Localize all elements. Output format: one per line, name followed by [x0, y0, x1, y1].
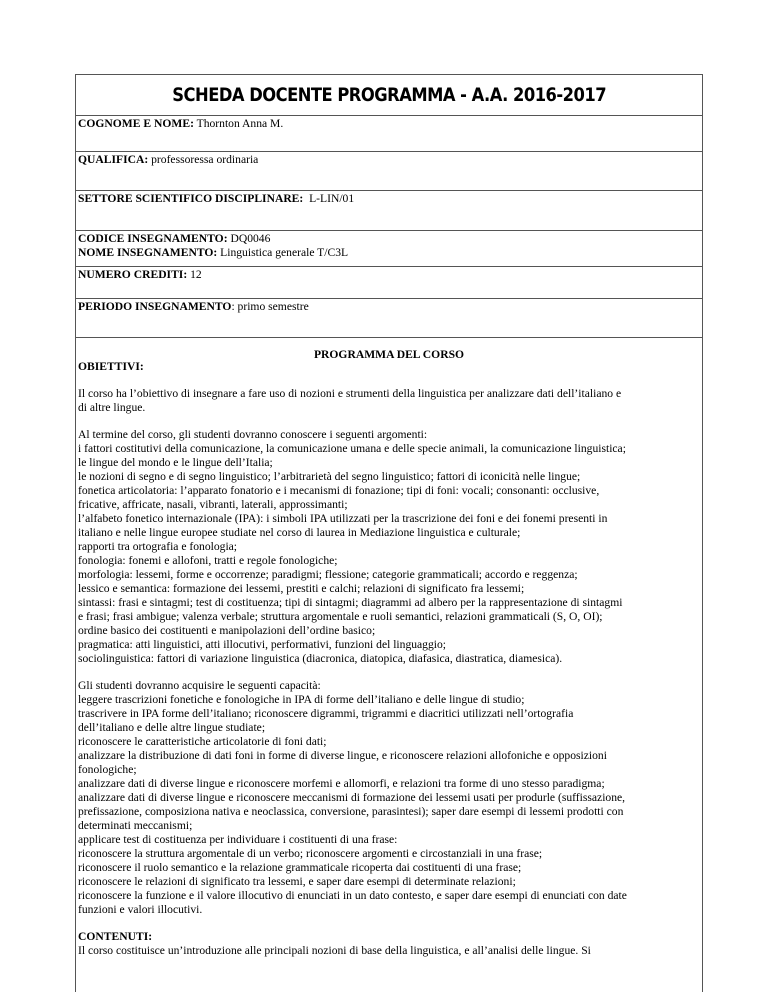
- text-line: le nozioni di segno e di segno linguistico; l’arbitrarietà del segno linguistico; fattori di iconicità nelle lingue;: [78, 470, 581, 483]
- text-line: fonologiche;: [78, 763, 137, 776]
- text-line: riconoscere il ruolo semantico e la relazione grammaticale ricoperta dai costituenti di una frase;: [78, 861, 522, 874]
- text-line: riconoscere le caratteristiche articolatorie di foni dati;: [78, 735, 327, 748]
- text-line: determinati meccanismi;: [78, 819, 193, 832]
- settore-label: SETTORE SCIENTIFICO DISCIPLINARE:: [78, 192, 304, 205]
- codice-value: DQ0046: [227, 232, 271, 245]
- text-line: funzioni e valori illocutivi.: [78, 903, 203, 916]
- obiettivi-paragraph-1: [78, 387, 700, 415]
- text-line: leggere trascrizioni fonetiche e fonologiche in IPA di forme dell’italiano e delle lingue di studio;: [78, 693, 525, 706]
- page-title: SCHEDA DOCENTE PROGRAMMA - A.A. 2016-2017: [172, 84, 606, 106]
- obiettivi-title: OBIETTIVI:: [78, 360, 144, 373]
- text-line: fonetica articolatoria: l’apparato fonatorio e i mecanismi di fonazione; tipi di foni: vocali; consonanti: occlusive,: [78, 484, 600, 497]
- text-line: sintassi: frasi e sintagmi; test di costituenza; tipi di sintagmi; diagrammi ad albero per la rappresentazione di sintagmi: [78, 596, 623, 609]
- field-settore: [75, 190, 703, 230]
- cognome-value: Thornton Anna M.: [193, 117, 284, 130]
- text-line: rapporti tra ortografia e fonologia;: [78, 540, 238, 553]
- text-line: i fattori costitutivi della comunicazione, la comunicazione umana e delle specie animali, la comunicazione linguistica;: [78, 442, 626, 455]
- text-line: riconoscere le relazioni di significato tra lessemi, e saper dare esempi di determinate relazioni;: [78, 875, 516, 888]
- field-crediti: [75, 266, 703, 298]
- text-line: applicare test di costituenza per individuare i costituenti di una frase:: [78, 833, 398, 846]
- crediti-value: 12: [187, 268, 202, 281]
- nome-value: Linguistica generale T/C3L: [217, 246, 349, 259]
- text-line: trascrivere in IPA forme dell’italiano; riconoscere digrammi, trigrammi e diacritici utilizzati nell’ortografia: [78, 707, 574, 720]
- text-line: Al termine del corso, gli studenti dovranno conoscere i seguenti argomenti:: [78, 428, 428, 441]
- text-line: sociolinguistica: fattori di variazione linguistica (diacronica, diatopica, diafasica, diastratica, diamesica).: [78, 652, 563, 665]
- text-line: riconoscere la struttura argomentale di un verbo; riconoscere argomenti e circostanziali in una frase;: [78, 847, 543, 860]
- text-line: ordine basico dei costituenti e manipolazioni dell’ordine basico;: [78, 624, 376, 637]
- text-line: italiano e nelle lingue europee studiate nel corso di laurea in Mediazione linguistica e culturale;: [78, 526, 521, 539]
- codice-label: CODICE INSEGNAMENTO:: [78, 232, 228, 245]
- crediti-label: NUMERO CREDITI:: [78, 268, 188, 281]
- text-line: dell’italiano e delle altre lingue studiate;: [78, 721, 266, 734]
- text-line: Il corso costituisce un’introduzione alle principali nozioni di base della linguistica, e all’analisi delle lingue. Si: [78, 944, 591, 957]
- text-line: analizzare dati di diverse lingue e riconoscere meccanismi di formazione dei lessemi usati per produrle (suffissazione,: [78, 791, 626, 804]
- periodo-label: PERIODO INSEGNAMENTO: [78, 300, 232, 313]
- text-line: prefissazione, composiziona nativa e neoclassica, conversione, parasintesi); saper dare esempi di lessemi prodotti con: [78, 805, 624, 818]
- header-box: [75, 74, 703, 115]
- periodo-value: : primo semestre: [231, 300, 309, 313]
- text-line: riconoscere la funzione e il valore illocutivo di enunciati in un dato contesto, e saper dare esempi di enunciati con date: [78, 889, 627, 902]
- text-line: Gli studenti dovranno acquisire le seguenti capacità:: [78, 679, 321, 692]
- text-line: di altre lingue.: [78, 401, 146, 414]
- text-line: pragmatica: atti linguistici, atti illocutivi, performativi, funzioni del linguaggio;: [78, 638, 447, 651]
- text-line: analizzare dati di diverse lingue e riconoscere morfemi e allomorfi, e relazioni tra forme di uno stesso paradigma;: [78, 777, 605, 790]
- field-cognome: [75, 115, 703, 151]
- contenuti-title: CONTENUTI:: [78, 930, 153, 943]
- text-line: Il corso ha l’obiettivo di insegnare a fare uso di nozioni e strumenti della linguistica per analizzare dati dell’italiano e: [78, 387, 622, 400]
- obiettivi-paragraph-2: [78, 428, 700, 666]
- qualifica-label: QUALIFICA:: [78, 153, 149, 166]
- field-insegnamento: [75, 230, 703, 266]
- text-line: morfologia: lessemi, forme e occorrenze; paradigmi; flessione; categorie grammaticali; accordo e reggenza;: [78, 568, 578, 581]
- settore-value: L-LIN/01: [303, 192, 355, 205]
- document-sheet: [75, 74, 703, 992]
- field-periodo: [75, 298, 703, 337]
- contenuti-paragraph-1: [78, 944, 700, 958]
- field-qualifica: [75, 151, 703, 190]
- cognome-label: COGNOME E NOME:: [78, 117, 194, 130]
- qualifica-value: professoressa ordinaria: [148, 153, 259, 166]
- nome-label: NOME INSEGNAMENTO:: [78, 246, 218, 259]
- text-line: analizzare la distribuzione di dati foni in forme di diverse lingue, e riconoscere relazioni allofoniche e opposizioni: [78, 749, 607, 762]
- text-line: lessico e semantica: formazione dei lessemi, prestiti e calchi; relazioni di significato fra lessemi;: [78, 582, 525, 595]
- text-line: fricative, affricate, nasali, vibranti, laterali, approssimanti;: [78, 498, 348, 511]
- text-line: l’alfabeto fonetico internazionale (IPA): i simboli IPA utilizzati per la trascrizione dei foni e dei fonemi presenti in: [78, 512, 608, 525]
- text-line: e frasi; frasi ambigue; valenza verbale; struttura argomentale e ruoli semantici, relazioni grammaticali (S, O, OI);: [78, 610, 603, 623]
- obiettivi-paragraph-3: [78, 679, 700, 917]
- programma-title: PROGRAMMA DEL CORSO: [313, 348, 465, 361]
- text-line: le lingue del mondo e le lingue dell’Italia;: [78, 456, 273, 469]
- text-line: fonologia: fonemi e allofoni, tratti e regole fonologiche;: [78, 554, 338, 567]
- programma-section: [75, 337, 703, 992]
